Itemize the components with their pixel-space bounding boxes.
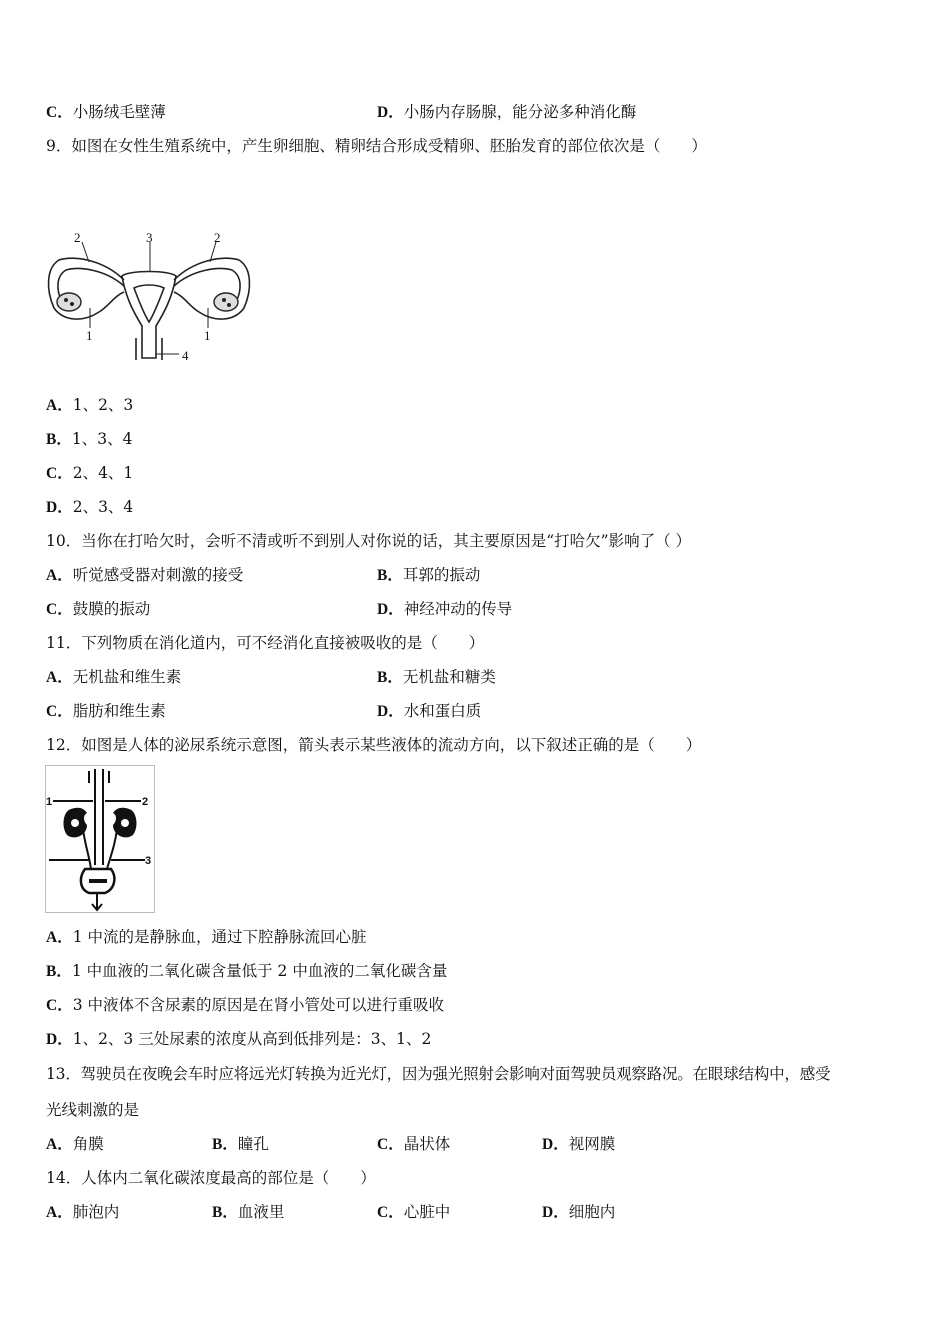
q9-option-a: A．1、2、3	[46, 396, 134, 414]
q8-option-d: D．小肠内存肠腺，能分泌多种消化酶	[377, 103, 637, 121]
q13-option-a: A．角膜	[46, 1135, 104, 1153]
q14-option-a: A．肺泡内	[46, 1203, 120, 1221]
q10-option-row-2	[46, 599, 513, 620]
q13-option-row	[46, 1134, 746, 1155]
fig12-label-2: 2	[142, 796, 149, 808]
q12-option-c: C．3 中液体不含尿素的原因是在肾小管处可以进行重吸收	[46, 996, 444, 1014]
q10-option-b: B．耳郭的振动	[377, 566, 481, 584]
q10-option-row-1	[46, 565, 481, 586]
fig9-label-2-right: 2	[214, 230, 221, 245]
q10-option-c: C．鼓膜的振动	[46, 600, 151, 618]
q9-stem: 9．如图在女性生殖系统中，产生卵细胞、精卵结合形成受精卵、胚胎发育的部位依次是（ ）	[46, 137, 707, 155]
q9-option-c: C．2、4、1	[46, 464, 134, 482]
q11-option-d: D．水和蛋白质	[377, 702, 482, 720]
q12-option-b: B．1 中血液的二氧化碳含量低于 2 中血液的二氧化碳含量	[46, 962, 448, 980]
fig9-label-2-left: 2	[74, 230, 81, 245]
q13-option-d: D．视网膜	[542, 1135, 616, 1153]
urinary-system-diagram	[45, 765, 155, 913]
q14-option-b: B．血液里	[212, 1203, 285, 1221]
q11-option-b: B．无机盐和糖类	[377, 668, 496, 686]
fig9-label-3: 3	[146, 230, 153, 245]
q14-option-row	[46, 1202, 746, 1223]
q10-stem: 10．当你在打哈欠时，会听不清或听不到别人对你说的话，其主要原因是“打哈欠”影响了（ ）	[46, 532, 692, 550]
fig9-label-4: 4	[182, 348, 189, 363]
q8-option-row	[46, 102, 637, 123]
q14-option-d: D．细胞内	[542, 1203, 616, 1221]
q13-option-b: B．瞳孔	[212, 1135, 269, 1153]
q11-option-row-2	[46, 701, 482, 722]
fig9-label-1-left: 1	[86, 328, 93, 343]
q10-option-a: A．听觉感受器对刺激的接受	[46, 566, 244, 584]
q13-option-c: C．晶状体	[377, 1135, 451, 1153]
q13-stem-line-1: 13．驾驶员在夜晚会车时应将远光灯转换为近光灯，因为强光照射会影响对面驾驶员观察路况。在眼球结构中，感受	[46, 1065, 831, 1083]
q12-option-d: D．1、2、3 三处尿素的浓度从高到低排列是：3、1、2	[46, 1030, 432, 1048]
uterus-diagram	[44, 230, 254, 370]
q14-stem: 14．人体内二氧化碳浓度最高的部位是（ ）	[46, 1169, 376, 1187]
q11-option-row-1	[46, 667, 496, 688]
q11-option-c: C．脂肪和维生素	[46, 702, 166, 720]
q11-stem: 11．下列物质在消化道内，可不经消化直接被吸收的是（ ）	[46, 634, 485, 652]
q12-stem: 12．如图是人体的泌尿系统示意图，箭头表示某些液体的流动方向，以下叙述正确的是（ ）	[46, 736, 702, 754]
q9-option-d: D．2、3、4	[46, 498, 134, 516]
fig12-label-1: 1	[46, 796, 53, 808]
q8-option-c: C．小肠绒毛壁薄	[46, 103, 166, 121]
q14-option-c: C．心脏中	[377, 1203, 451, 1221]
q13-stem-line-2: 光线刺激的是	[46, 1101, 140, 1119]
q11-option-a: A．无机盐和维生素	[46, 668, 182, 686]
fig9-label-1-right: 1	[204, 328, 211, 343]
q9-option-b: B．1、3、4	[46, 430, 133, 448]
q12-option-a: A．1 中流的是静脉血，通过下腔静脉流回心脏	[46, 928, 367, 946]
fig12-label-3: 3	[145, 855, 152, 867]
q10-option-d: D．神经冲动的传导	[377, 600, 513, 618]
